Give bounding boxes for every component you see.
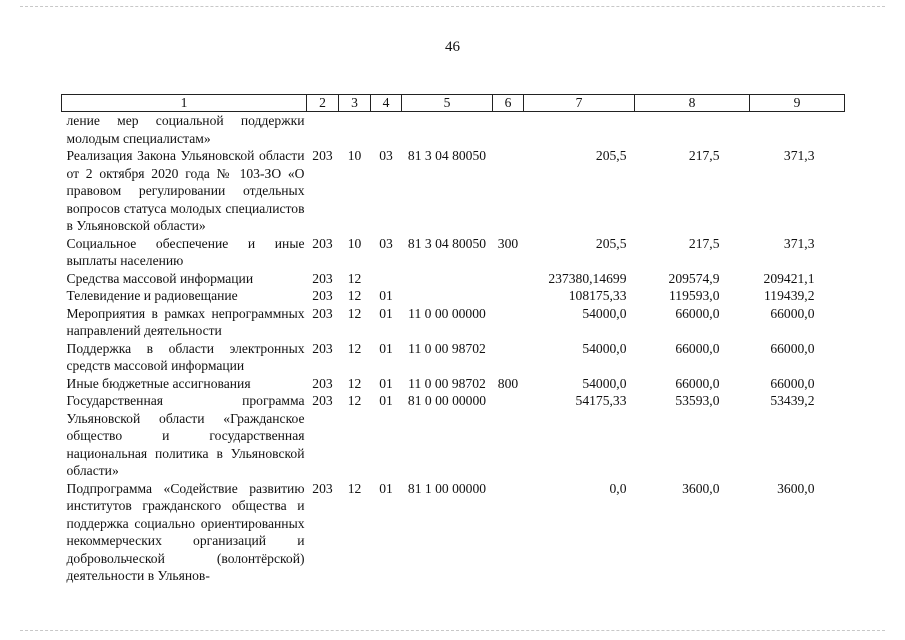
table-row: [62, 112, 845, 148]
row-subsection: [371, 112, 402, 148]
row-section: 12: [347, 375, 362, 391]
row-target-article: [402, 112, 493, 148]
row-name: Средства массовой информации: [66, 270, 254, 286]
row-subsection: 01: [379, 305, 393, 321]
row-section: 10: [347, 148, 362, 163]
row-amount-1: 54000,0: [582, 305, 627, 321]
row-admin-code: 203: [312, 375, 333, 391]
row-amount-1: 237380,14699: [548, 270, 627, 286]
row-admin-code: 203: [312, 305, 333, 321]
row-amount-3: 53439,2: [770, 393, 815, 408]
row-target-article: 81 3 04 80050: [407, 235, 487, 251]
row-subsection: 01: [379, 288, 393, 303]
row-amount-2: 209574,9: [668, 270, 720, 286]
col-header-5: 5: [402, 95, 493, 112]
row-target-article: 11 0 00 00000: [408, 305, 486, 321]
row-target-article: 81 3 04 80050: [407, 148, 487, 163]
row-amount-2: 119593,0: [669, 288, 720, 303]
row-amount-3: 119439,2: [764, 288, 815, 303]
col-header-8: 8: [635, 95, 750, 112]
row-amount-1: [524, 112, 635, 148]
row-admin-code: [307, 112, 339, 148]
row-name: Мероприятия в рамках непрограммных направлений деятельности: [66, 305, 305, 338]
row-amount-3: [750, 112, 845, 148]
row-amount-3: 66000,0: [770, 305, 815, 321]
header-row: [62, 95, 845, 112]
row-section: 10: [347, 235, 362, 251]
row-name: Реализация Закона Ульяновской области от 2 октября 2020 года № 103-ЗО «О правовом регулировании отдельных вопросов статуса молодых специалистов в Ульяновской области»: [66, 148, 305, 233]
row-expense-type: 300: [497, 235, 519, 251]
row-amount-2: 66000,0: [675, 305, 720, 321]
row-amount-1: 54000,0: [582, 375, 627, 391]
row-amount-2: 217,5: [688, 148, 720, 163]
col-header-6: 6: [493, 95, 524, 112]
row-admin-code: 203: [312, 148, 333, 163]
row-amount-2: 217,5: [688, 235, 720, 251]
row-amount-2: 66000,0: [675, 375, 720, 391]
row-subsection: 01: [379, 340, 393, 356]
row-section: 12: [347, 480, 362, 496]
row-admin-code: 203: [312, 235, 333, 251]
row-name: Государственная программа Ульяновской области «Гражданское общество и государственная национальная политика в Ульяновской области»: [66, 393, 305, 478]
table-row: [62, 270, 845, 288]
row-amount-2: 3600,0: [682, 480, 720, 496]
table-row: [62, 340, 845, 375]
table-row: [62, 392, 845, 480]
col-header-4: 4: [371, 95, 402, 112]
row-expense-type: [493, 112, 524, 148]
row-amount-3: 66000,0: [770, 340, 815, 356]
row-section: 12: [347, 393, 362, 408]
row-amount-2: [635, 112, 750, 148]
row-expense-type: [493, 480, 524, 585]
table-row: [62, 305, 845, 340]
row-section: 12: [347, 340, 362, 356]
row-admin-code: 203: [312, 393, 333, 408]
page-number: 46: [445, 39, 460, 55]
row-amount-1: 205,5: [595, 148, 627, 163]
budget-table: [61, 94, 845, 585]
row-target-article: 81 1 00 00000: [407, 480, 487, 496]
row-expense-type: [493, 392, 524, 480]
row-expense-type: [493, 147, 524, 235]
row-amount-3: 209421,1: [763, 270, 815, 286]
row-target-article: [402, 270, 493, 288]
row-section: [339, 112, 371, 148]
row-expense-type: 800: [497, 375, 519, 391]
row-subsection: 03: [379, 148, 393, 163]
row-expense-type: [493, 270, 524, 288]
row-amount-3: 371,3: [783, 235, 815, 251]
row-section: 12: [347, 305, 362, 321]
row-subsection: 01: [379, 480, 393, 496]
row-amount-2: 66000,0: [675, 340, 720, 356]
row-name: Иные бюджетные ассигнования: [66, 375, 251, 391]
row-amount-1: 54175,33: [575, 393, 627, 408]
row-amount-1: 54000,0: [582, 340, 627, 356]
col-header-9: 9: [750, 95, 845, 112]
col-header-7: 7: [524, 95, 635, 112]
row-admin-code: 203: [312, 340, 333, 356]
scan-edge-bottom: [20, 630, 885, 632]
row-subsection: [371, 270, 402, 288]
row-subsection: 01: [379, 375, 393, 391]
scan-edge-top: [20, 6, 885, 8]
row-amount-3: 3600,0: [777, 480, 815, 496]
row-amount-1: 108175,33: [568, 288, 627, 303]
row-subsection: 01: [379, 393, 393, 408]
row-amount-1: 0,0: [609, 480, 627, 496]
row-amount-3: 371,3: [783, 148, 815, 163]
row-name: Социальное обеспечение и иные выплаты населению: [66, 235, 305, 268]
row-name: ление мер социальной поддержки молодым специалистам»: [66, 113, 305, 146]
row-target-article: 81 0 00 00000: [407, 393, 487, 408]
col-header-2: 2: [307, 95, 339, 112]
row-section: 12: [347, 270, 362, 286]
row-expense-type: [493, 340, 524, 375]
row-amount-3: 66000,0: [770, 375, 815, 391]
row-expense-type: [493, 287, 524, 305]
row-admin-code: 203: [312, 480, 333, 496]
table-row: [62, 375, 845, 393]
row-subsection: 03: [379, 235, 393, 251]
row-amount-1: 205,5: [595, 235, 627, 251]
table-row: [62, 147, 845, 235]
table-row: [62, 235, 845, 270]
col-header-3: 3: [339, 95, 371, 112]
row-target-article: 11 0 00 98702: [408, 375, 486, 391]
row-admin-code: 203: [312, 270, 333, 286]
table-row: [62, 287, 845, 305]
row-admin-code: 203: [312, 288, 333, 303]
row-amount-2: 53593,0: [675, 393, 720, 408]
row-target-article: 11 0 00 98702: [408, 340, 486, 356]
row-name: Поддержка в области электронных средств массовой информации: [66, 340, 305, 373]
row-name: Подпрограмма «Содействие развитию институтов гражданского общества и поддержка социально ориентированных некоммерческих организаций и добровольческой (волонтёрской) деятельности в Ульянов-: [66, 480, 305, 583]
col-header-1: 1: [62, 95, 307, 112]
row-target-article: [402, 287, 493, 305]
row-name: Телевидение и радиовещание: [66, 288, 238, 303]
row-section: 12: [347, 288, 362, 303]
table-row: [62, 480, 845, 585]
row-expense-type: [493, 305, 524, 340]
